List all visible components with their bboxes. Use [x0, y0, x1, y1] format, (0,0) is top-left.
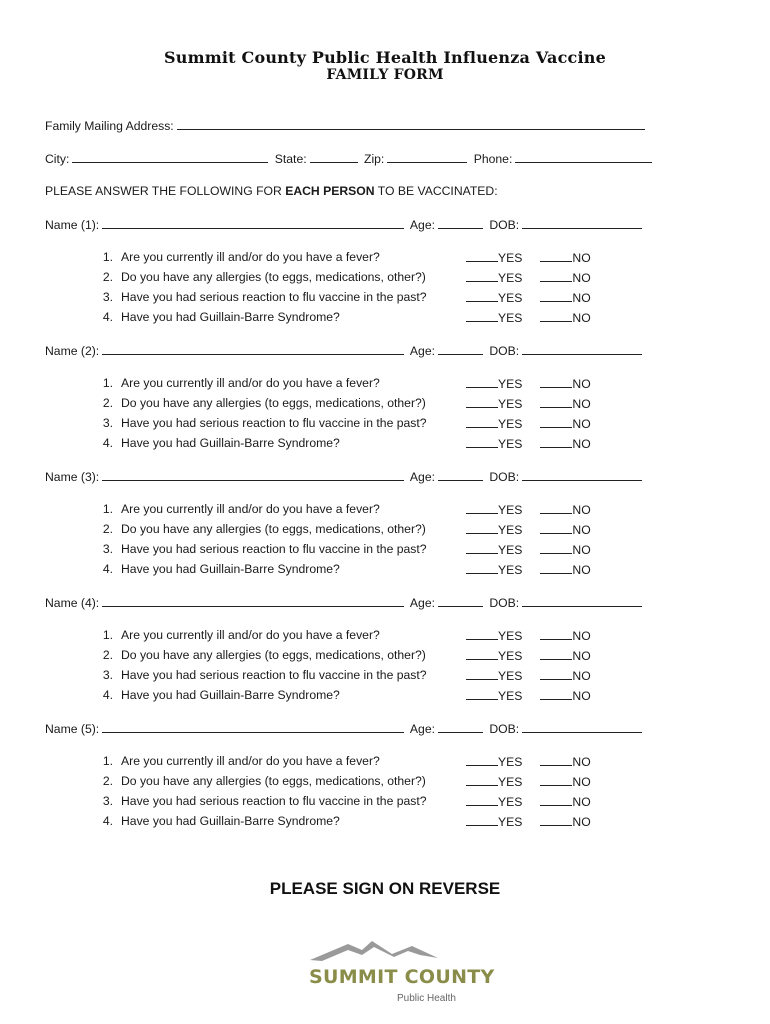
no-label: NO [572, 629, 591, 643]
no-blank[interactable] [540, 522, 572, 534]
question-text: Have you had Guillain-Barre Syndrome? [121, 436, 340, 450]
yes-label: YES [498, 311, 523, 325]
name-label: Name (2): [45, 344, 100, 358]
answer-choices [466, 648, 591, 663]
no-label: NO [572, 669, 591, 683]
no-label: NO [572, 271, 591, 285]
answer-choices [466, 250, 591, 265]
question-text: Are you currently ill and/or do you have a fever? [121, 376, 380, 390]
answer-choices [466, 562, 591, 577]
person-name-line [45, 469, 645, 484]
question-text: Have you had Guillain-Barre Syndrome? [121, 310, 340, 324]
yes-blank[interactable] [466, 270, 498, 282]
age-input[interactable] [438, 595, 483, 607]
question-text: Have you had serious reaction to flu vaccine in the past? [121, 416, 427, 430]
no-label: NO [572, 503, 591, 517]
age-input[interactable] [438, 721, 483, 733]
question-number: 3. [102, 416, 113, 430]
question-text: Have you had serious reaction to flu vaccine in the past? [121, 668, 427, 682]
yes-blank[interactable] [466, 542, 498, 554]
question-number: 4. [102, 688, 113, 702]
question-number: 2. [102, 270, 113, 284]
name-input[interactable] [102, 595, 404, 607]
no-blank[interactable] [540, 250, 572, 262]
phone-input[interactable] [515, 151, 652, 163]
no-blank[interactable] [540, 396, 572, 408]
question-item [88, 754, 380, 768]
question-item [88, 794, 427, 808]
age-input[interactable] [438, 343, 483, 355]
question-item [88, 814, 340, 828]
question-number: 3. [102, 794, 113, 808]
question-text: Have you had serious reaction to flu vaccine in the past? [121, 542, 427, 556]
no-label: NO [572, 523, 591, 537]
yes-blank[interactable] [466, 416, 498, 428]
age-label: Age: [409, 344, 435, 358]
yes-blank[interactable] [466, 814, 498, 826]
yes-blank[interactable] [466, 668, 498, 680]
question-text: Have you had Guillain-Barre Syndrome? [121, 814, 340, 828]
yes-label: YES [498, 291, 523, 305]
question-item [88, 522, 426, 536]
dob-input[interactable] [522, 217, 642, 229]
name-input[interactable] [102, 343, 404, 355]
dob-input[interactable] [522, 343, 642, 355]
no-label: NO [572, 563, 591, 577]
form-subtitle: FAMILY FORM [326, 67, 444, 83]
question-text: Have you had serious reaction to flu vaccine in the past? [121, 794, 427, 808]
answer-choices [466, 542, 591, 557]
question-item [88, 250, 380, 264]
yes-label: YES [498, 669, 523, 683]
yes-blank[interactable] [466, 310, 498, 322]
name-label: Name (4): [45, 596, 100, 610]
yes-label: YES [498, 271, 523, 285]
no-label: NO [572, 291, 591, 305]
answer-choices [466, 628, 591, 643]
city-line [45, 151, 655, 166]
yes-label: YES [498, 795, 523, 809]
question-number: 1. [102, 502, 113, 516]
question-number: 1. [102, 628, 113, 642]
yes-blank[interactable] [466, 688, 498, 700]
answer-choices [466, 396, 591, 411]
question-text: Do you have any allergies (to eggs, medications, other?) [121, 522, 426, 536]
answer-choices [466, 688, 591, 703]
answer-choices [466, 290, 591, 305]
answer-choices [466, 310, 591, 325]
question-item [88, 270, 426, 284]
person-name-line [45, 217, 645, 232]
yes-blank[interactable] [466, 794, 498, 806]
no-label: NO [572, 251, 591, 265]
yes-blank[interactable] [466, 648, 498, 660]
age-input[interactable] [438, 469, 483, 481]
question-text: Have you had Guillain-Barre Syndrome? [121, 688, 340, 702]
yes-label: YES [498, 629, 523, 643]
question-number: 2. [102, 774, 113, 788]
no-label: NO [572, 543, 591, 557]
question-text: Are you currently ill and/or do you have a fever? [121, 628, 380, 642]
question-number: 2. [102, 648, 113, 662]
name-input[interactable] [102, 721, 404, 733]
question-text: Do you have any allergies (to eggs, medications, other?) [121, 270, 426, 284]
question-number: 1. [102, 250, 113, 264]
question-text: Have you had Guillain-Barre Syndrome? [121, 562, 340, 576]
yes-blank[interactable] [466, 774, 498, 786]
answer-choices [466, 522, 591, 537]
question-text: Do you have any allergies (to eggs, medications, other?) [121, 396, 426, 410]
yes-blank[interactable] [466, 376, 498, 388]
yes-label: YES [498, 523, 523, 537]
dob-input[interactable] [522, 721, 642, 733]
question-text: Do you have any allergies (to eggs, medications, other?) [121, 648, 426, 662]
answer-choices [466, 774, 591, 789]
yes-blank[interactable] [466, 522, 498, 534]
question-item [88, 376, 380, 390]
question-item [88, 562, 340, 576]
question-item [88, 310, 340, 324]
dob-label: DOB: [489, 596, 520, 610]
dob-label: DOB: [489, 344, 520, 358]
yes-blank[interactable] [466, 396, 498, 408]
no-label: NO [572, 377, 591, 391]
address-line [45, 118, 648, 133]
no-blank[interactable] [540, 502, 572, 514]
question-number: 4. [102, 562, 113, 576]
name-input[interactable] [102, 217, 404, 229]
no-label: NO [572, 397, 591, 411]
dob-input[interactable] [522, 595, 642, 607]
answer-choices [466, 436, 591, 451]
form-title: Summit County Public Health Influenza Vaccine [164, 48, 606, 67]
state-label: State: [274, 152, 307, 166]
yes-label: YES [498, 543, 523, 557]
name-label: Name (5): [45, 722, 100, 736]
city-label: City: [45, 152, 70, 166]
question-item [88, 436, 340, 450]
question-number: 1. [102, 376, 113, 390]
yes-blank[interactable] [466, 290, 498, 302]
answer-choices [466, 668, 591, 683]
yes-blank[interactable] [466, 562, 498, 574]
answer-choices [466, 794, 591, 809]
yes-label: YES [498, 775, 523, 789]
question-number: 3. [102, 542, 113, 556]
name-label: Name (1): [45, 218, 100, 232]
logo-name: SUMMIT COUNTY [309, 966, 495, 988]
dob-input[interactable] [522, 469, 642, 481]
question-item [88, 648, 426, 662]
age-label: Age: [409, 470, 435, 484]
no-blank[interactable] [540, 688, 572, 700]
no-blank[interactable] [540, 774, 572, 786]
address-label: Family Mailing Address: [45, 119, 174, 133]
person-name-line [45, 721, 645, 736]
no-blank[interactable] [540, 754, 572, 766]
age-label: Age: [409, 596, 435, 610]
no-label: NO [572, 437, 591, 451]
yes-blank[interactable] [466, 436, 498, 448]
age-input[interactable] [438, 217, 483, 229]
yes-blank[interactable] [466, 250, 498, 262]
dob-label: DOB: [489, 218, 520, 232]
no-label: NO [572, 689, 591, 703]
question-item [88, 290, 427, 304]
question-number: 4. [102, 310, 113, 324]
yes-blank[interactable] [466, 754, 498, 766]
question-item [88, 396, 426, 410]
name-input[interactable] [102, 469, 404, 481]
no-blank[interactable] [540, 542, 572, 554]
question-item [88, 416, 427, 430]
phone-label: Phone: [473, 152, 513, 166]
question-item [88, 668, 427, 682]
question-item [88, 774, 426, 788]
no-label: NO [572, 775, 591, 789]
logo-subtitle: Public Health [397, 993, 456, 1004]
question-number: 3. [102, 668, 113, 682]
dob-label: DOB: [489, 470, 520, 484]
yes-label: YES [498, 417, 523, 431]
answer-choices [466, 754, 591, 769]
yes-label: YES [498, 377, 523, 391]
no-label: NO [572, 815, 591, 829]
no-label: NO [572, 311, 591, 325]
person-name-line [45, 343, 645, 358]
answer-choices [466, 270, 591, 285]
question-text: Are you currently ill and/or do you have a fever? [121, 502, 380, 516]
question-number: 3. [102, 290, 113, 304]
instruction-text: PLEASE ANSWER THE FOLLOWING FOR [45, 184, 286, 198]
yes-label: YES [498, 815, 523, 829]
question-item [88, 542, 427, 556]
yes-label: YES [498, 649, 523, 663]
question-item [88, 502, 380, 516]
answer-choices [466, 814, 591, 829]
question-text: Do you have any allergies (to eggs, medications, other?) [121, 774, 426, 788]
no-blank[interactable] [540, 376, 572, 388]
question-number: 2. [102, 396, 113, 410]
no-blank[interactable] [540, 814, 572, 826]
answer-choices [466, 376, 591, 391]
question-number: 4. [102, 814, 113, 828]
no-label: NO [572, 649, 591, 663]
no-blank[interactable] [540, 794, 572, 806]
person-name-line [45, 595, 645, 610]
name-label: Name (3): [45, 470, 100, 484]
age-label: Age: [409, 218, 435, 232]
state-input[interactable] [310, 151, 358, 163]
yes-label: YES [498, 397, 523, 411]
instruction-text-end: TO BE VACCINATED: [374, 184, 498, 198]
question-text: Have you had serious reaction to flu vaccine in the past? [121, 290, 427, 304]
yes-blank[interactable] [466, 628, 498, 640]
yes-label: YES [498, 563, 523, 577]
zip-input[interactable] [387, 151, 467, 163]
answer-choices [466, 502, 591, 517]
city-input[interactable] [72, 151, 268, 163]
question-text: Are you currently ill and/or do you have a fever? [121, 250, 380, 264]
address-input[interactable] [177, 118, 645, 130]
sign-note: PLEASE SIGN ON REVERSE [269, 879, 501, 898]
no-label: NO [572, 755, 591, 769]
no-blank[interactable] [540, 270, 572, 282]
no-blank[interactable] [540, 436, 572, 448]
no-blank[interactable] [540, 648, 572, 660]
no-blank[interactable] [540, 290, 572, 302]
instruction-bold: EACH PERSON [285, 184, 375, 198]
question-number: 2. [102, 522, 113, 536]
yes-label: YES [498, 689, 523, 703]
yes-label: YES [498, 503, 523, 517]
question-number: 4. [102, 436, 113, 450]
zip-label: Zip: [364, 152, 385, 166]
age-label: Age: [409, 722, 435, 736]
instruction-line [45, 184, 498, 198]
question-item [88, 628, 380, 642]
answer-choices [466, 416, 591, 431]
yes-label: YES [498, 437, 523, 451]
yes-blank[interactable] [466, 502, 498, 514]
dob-label: DOB: [489, 722, 520, 736]
question-item [88, 688, 340, 702]
no-blank[interactable] [540, 310, 572, 322]
question-text: Are you currently ill and/or do you have a fever? [121, 754, 380, 768]
no-label: NO [572, 795, 591, 809]
no-label: NO [572, 417, 591, 431]
no-blank[interactable] [540, 416, 572, 428]
yes-label: YES [498, 251, 523, 265]
no-blank[interactable] [540, 562, 572, 574]
question-number: 1. [102, 754, 113, 768]
no-blank[interactable] [540, 628, 572, 640]
no-blank[interactable] [540, 668, 572, 680]
yes-label: YES [498, 755, 523, 769]
